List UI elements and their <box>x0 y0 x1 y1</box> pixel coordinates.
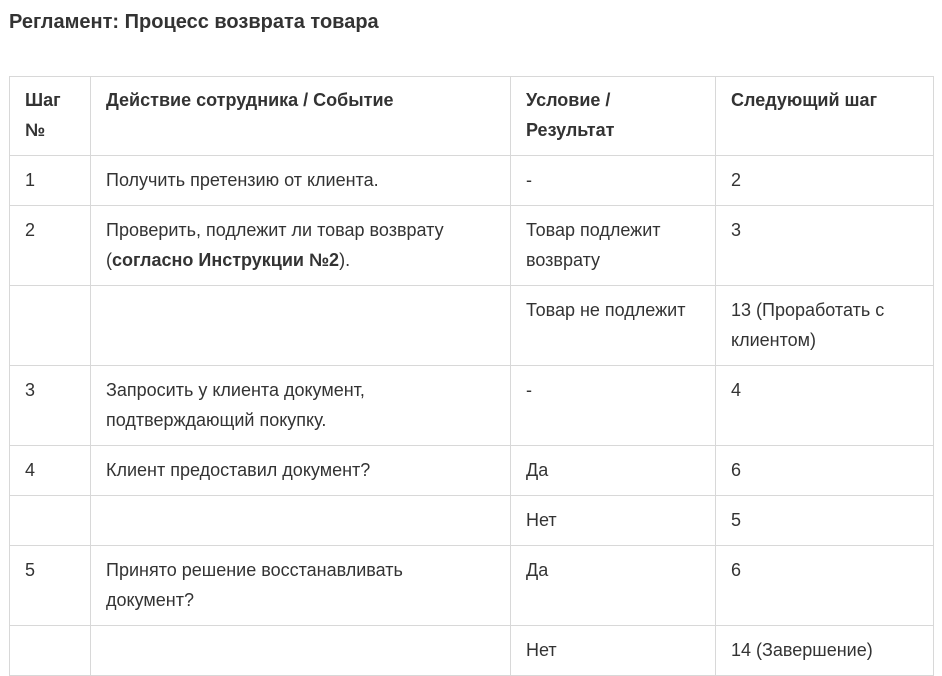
table-row <box>10 626 934 676</box>
cell-condition: Да <box>511 446 716 496</box>
table-row <box>10 496 934 546</box>
cell-action: Клиент предоставил документ? <box>91 446 511 496</box>
header-step: Шаг № <box>10 77 91 156</box>
cell-step: 1 <box>10 156 91 206</box>
cell-next-step: 4 <box>716 366 934 446</box>
table-row <box>10 366 934 446</box>
cell-next-step: 6 <box>716 446 934 496</box>
header-action: Действие сотрудника / Событие <box>91 77 511 156</box>
cell-condition: - <box>511 156 716 206</box>
cell-step: 4 <box>10 446 91 496</box>
cell-action <box>91 496 511 546</box>
table-header-row <box>10 77 934 156</box>
header-next-step: Следующий шаг <box>716 77 934 156</box>
cell-action <box>91 286 511 366</box>
instruction-reference: согласно Инструкции №2 <box>112 250 340 270</box>
cell-next-step: 14 (Завершение) <box>716 626 934 676</box>
table-row <box>10 446 934 496</box>
cell-condition: - <box>511 366 716 446</box>
cell-action: Принято решение восстанавливать документ? <box>91 546 511 626</box>
regulation-table <box>9 76 934 676</box>
header-condition: Условие / Результат <box>511 77 716 156</box>
cell-next-step: 3 <box>716 206 934 286</box>
cell-condition: Нет <box>511 496 716 546</box>
cell-next-step: 6 <box>716 546 934 626</box>
cell-step: 2 <box>10 206 91 286</box>
cell-step <box>10 286 91 366</box>
page-title: Регламент: Процесс возврата товара <box>9 11 379 33</box>
cell-action <box>91 626 511 676</box>
cell-condition: Товар подлежит возврату <box>511 206 716 286</box>
cell-next-step: 2 <box>716 156 934 206</box>
cell-action: Запросить у клиента документ, подтверждающий покупку. <box>91 366 511 446</box>
table-row <box>10 206 934 286</box>
cell-next-step: 13 (Проработать с клиентом) <box>716 286 934 366</box>
cell-step: 3 <box>10 366 91 446</box>
cell-action <box>91 206 511 286</box>
cell-next-step: 5 <box>716 496 934 546</box>
cell-step <box>10 626 91 676</box>
cell-condition: Да <box>511 546 716 626</box>
action-text-prefix: Проверить, подлежит ли товар возврату ( <box>106 220 444 270</box>
cell-condition: Нет <box>511 626 716 676</box>
table-row <box>10 546 934 626</box>
table-row <box>10 156 934 206</box>
cell-step: 5 <box>10 546 91 626</box>
table-row <box>10 286 934 366</box>
cell-condition: Товар не подлежит <box>511 286 716 366</box>
action-text-suffix: ). <box>339 250 351 270</box>
cell-step <box>10 496 91 546</box>
cell-action: Получить претензию от клиента. <box>91 156 511 206</box>
